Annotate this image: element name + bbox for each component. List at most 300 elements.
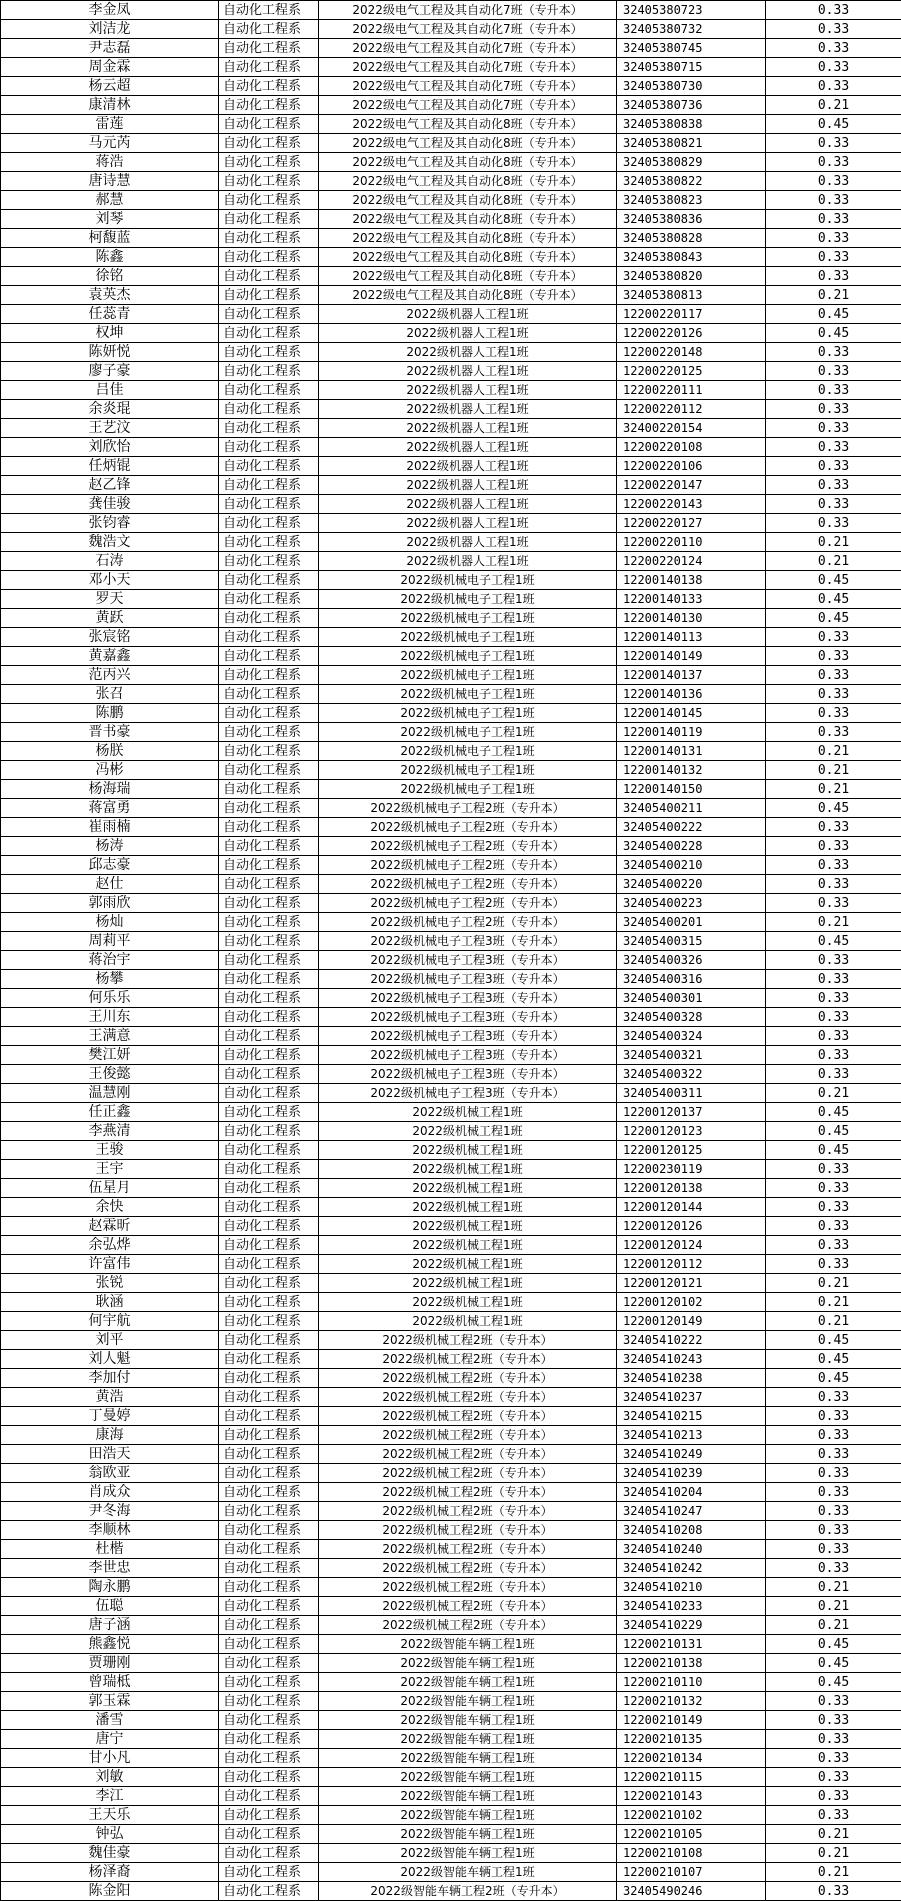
- student-id-cell: 32405410237: [617, 1388, 766, 1407]
- student-name-cell: 伍聪: [1, 1597, 219, 1616]
- score-cell: 0.33: [766, 1711, 901, 1730]
- table-row: [1, 248, 901, 267]
- class-cell: 2022级电气工程及其自动化7班（专升本）: [319, 96, 617, 115]
- department-cell: 自动化工程系: [219, 381, 319, 400]
- table-row: [1, 343, 901, 362]
- student-id-cell: 12200140130: [617, 609, 766, 628]
- table-row: [1, 1673, 901, 1692]
- table-row: [1, 1426, 901, 1445]
- student-name-cell: 何宇航: [1, 1312, 219, 1331]
- student-name-cell: 肖成众: [1, 1483, 219, 1502]
- student-id-cell: 12200140145: [617, 704, 766, 723]
- student-id-cell: 12200140132: [617, 761, 766, 780]
- table-row: [1, 1, 901, 20]
- table-row: [1, 875, 901, 894]
- department-cell: 自动化工程系: [219, 1730, 319, 1749]
- score-cell: 0.33: [766, 1046, 901, 1065]
- score-cell: 0.33: [766, 1540, 901, 1559]
- student-name-cell: 李加付: [1, 1369, 219, 1388]
- score-cell: 0.33: [766, 1426, 901, 1445]
- score-cell: 0.33: [766, 723, 901, 742]
- class-cell: 2022级机械电子工程3班（专升本）: [319, 932, 617, 951]
- table-row: [1, 1654, 901, 1673]
- score-cell: 0.21: [766, 1825, 901, 1844]
- table-row: [1, 1521, 901, 1540]
- student-id-cell: 32405410242: [617, 1559, 766, 1578]
- score-cell: 0.33: [766, 894, 901, 913]
- student-id-cell: 32405410243: [617, 1350, 766, 1369]
- student-name-cell: 赵霖昕: [1, 1217, 219, 1236]
- department-cell: 自动化工程系: [219, 818, 319, 837]
- student-id-cell: 32405380821: [617, 134, 766, 153]
- department-cell: 自动化工程系: [219, 58, 319, 77]
- score-cell: 0.33: [766, 1008, 901, 1027]
- table-row: [1, 818, 901, 837]
- class-cell: 2022级机械电子工程3班（专升本）: [319, 1084, 617, 1103]
- department-cell: 自动化工程系: [219, 609, 319, 628]
- student-id-cell: 32405410222: [617, 1331, 766, 1350]
- student-id-cell: 12200220147: [617, 476, 766, 495]
- class-cell: 2022级机械电子工程3班（专升本）: [319, 1027, 617, 1046]
- score-cell: 0.21: [766, 1597, 901, 1616]
- department-cell: 自动化工程系: [219, 305, 319, 324]
- department-cell: 自动化工程系: [219, 362, 319, 381]
- student-name-cell: 唐子涵: [1, 1616, 219, 1635]
- student-id-cell: 32405400311: [617, 1084, 766, 1103]
- class-cell: 2022级机械工程2班（专升本）: [319, 1445, 617, 1464]
- table-row: [1, 1236, 901, 1255]
- class-cell: 2022级机械电子工程1班: [319, 761, 617, 780]
- score-cell: 0.33: [766, 1730, 901, 1749]
- student-name-cell: 唐诗慧: [1, 172, 219, 191]
- student-id-cell: 32405380843: [617, 248, 766, 267]
- student-name-cell: 任蕊青: [1, 305, 219, 324]
- score-cell: 0.45: [766, 1635, 901, 1654]
- score-cell: 0.21: [766, 913, 901, 932]
- department-cell: 自动化工程系: [219, 1274, 319, 1293]
- table-body: [1, 1, 901, 1901]
- student-name-cell: 余快: [1, 1198, 219, 1217]
- department-cell: 自动化工程系: [219, 1483, 319, 1502]
- department-cell: 自动化工程系: [219, 1464, 319, 1483]
- department-cell: 自动化工程系: [219, 20, 319, 39]
- student-id-cell: 32405400223: [617, 894, 766, 913]
- table-row: [1, 1863, 901, 1882]
- department-cell: 自动化工程系: [219, 970, 319, 989]
- department-cell: 自动化工程系: [219, 1559, 319, 1578]
- department-cell: 自动化工程系: [219, 1198, 319, 1217]
- department-cell: 自动化工程系: [219, 77, 319, 96]
- department-cell: 自动化工程系: [219, 1103, 319, 1122]
- score-cell: 0.45: [766, 1673, 901, 1692]
- class-cell: 2022级机器人工程1班: [319, 514, 617, 533]
- score-cell: 0.45: [766, 1350, 901, 1369]
- student-name-cell: 甘小凡: [1, 1749, 219, 1768]
- score-cell: 0.33: [766, 1787, 901, 1806]
- table-row: [1, 533, 901, 552]
- student-id-cell: 12200220111: [617, 381, 766, 400]
- department-cell: 自动化工程系: [219, 1388, 319, 1407]
- student-name-cell: 晋书豪: [1, 723, 219, 742]
- student-id-cell: 32405380715: [617, 58, 766, 77]
- table-row: [1, 1084, 901, 1103]
- score-cell: 0.33: [766, 419, 901, 438]
- table-row: [1, 305, 901, 324]
- table-row: [1, 1730, 901, 1749]
- student-id-cell: 12200120144: [617, 1198, 766, 1217]
- class-cell: 2022级电气工程及其自动化8班（专升本）: [319, 229, 617, 248]
- student-id-cell: 32405380822: [617, 172, 766, 191]
- table-row: [1, 1711, 901, 1730]
- class-cell: 2022级电气工程及其自动化8班（专升本）: [319, 210, 617, 229]
- class-cell: 2022级电气工程及其自动化7班（专升本）: [319, 58, 617, 77]
- class-cell: 2022级机器人工程1班: [319, 362, 617, 381]
- student-id-cell: 12200210105: [617, 1825, 766, 1844]
- student-name-cell: 雷莲: [1, 115, 219, 134]
- class-cell: 2022级机械工程1班: [319, 1141, 617, 1160]
- department-cell: 自动化工程系: [219, 1578, 319, 1597]
- department-cell: 自动化工程系: [219, 476, 319, 495]
- student-id-cell: 32405380838: [617, 115, 766, 134]
- student-name-cell: 王川东: [1, 1008, 219, 1027]
- department-cell: 自动化工程系: [219, 400, 319, 419]
- student-id-cell: 12200140113: [617, 628, 766, 647]
- score-cell: 0.33: [766, 267, 901, 286]
- student-id-cell: 12200210134: [617, 1749, 766, 1768]
- student-name-cell: 何乐乐: [1, 989, 219, 1008]
- table-row: [1, 1065, 901, 1084]
- student-id-cell: 32405380820: [617, 267, 766, 286]
- table-row: [1, 20, 901, 39]
- table-row: [1, 647, 901, 666]
- department-cell: 自动化工程系: [219, 229, 319, 248]
- class-cell: 2022级智能车辆工程1班: [319, 1673, 617, 1692]
- table-row: [1, 1578, 901, 1597]
- student-id-cell: 12200220117: [617, 305, 766, 324]
- table-row: [1, 1274, 901, 1293]
- student-name-cell: 刘琴: [1, 210, 219, 229]
- department-cell: 自动化工程系: [219, 514, 319, 533]
- student-name-cell: 郭玉霖: [1, 1692, 219, 1711]
- table-row: [1, 1122, 901, 1141]
- student-id-cell: 32405400228: [617, 837, 766, 856]
- student-name-cell: 徐铭: [1, 267, 219, 286]
- table-row: [1, 780, 901, 799]
- student-name-cell: 袁英杰: [1, 286, 219, 305]
- student-name-cell: 蒋治宇: [1, 951, 219, 970]
- student-id-cell: 12200220126: [617, 324, 766, 343]
- class-cell: 2022级机械工程1班: [319, 1293, 617, 1312]
- table-row: [1, 419, 901, 438]
- class-cell: 2022级机器人工程1班: [319, 305, 617, 324]
- student-id-cell: 32405400321: [617, 1046, 766, 1065]
- class-cell: 2022级机器人工程1班: [319, 533, 617, 552]
- class-cell: 2022级电气工程及其自动化8班（专升本）: [319, 248, 617, 267]
- class-cell: 2022级机械电子工程1班: [319, 647, 617, 666]
- class-cell: 2022级机器人工程1班: [319, 495, 617, 514]
- department-cell: 自动化工程系: [219, 1312, 319, 1331]
- department-cell: 自动化工程系: [219, 590, 319, 609]
- student-name-cell: 耿涵: [1, 1293, 219, 1312]
- student-name-cell: 吕佳: [1, 381, 219, 400]
- student-name-cell: 许富伟: [1, 1255, 219, 1274]
- table-row: [1, 1483, 901, 1502]
- score-cell: 0.33: [766, 1236, 901, 1255]
- student-id-cell: 12200210135: [617, 1730, 766, 1749]
- student-name-cell: 潘雪: [1, 1711, 219, 1730]
- table-row: [1, 571, 901, 590]
- table-row: [1, 856, 901, 875]
- department-cell: 自动化工程系: [219, 1692, 319, 1711]
- department-cell: 自动化工程系: [219, 628, 319, 647]
- class-cell: 2022级机械电子工程1班: [319, 742, 617, 761]
- table-row: [1, 552, 901, 571]
- student-name-cell: 蒋浩: [1, 153, 219, 172]
- class-cell: 2022级机械电子工程1班: [319, 571, 617, 590]
- class-cell: 2022级机械工程2班（专升本）: [319, 1388, 617, 1407]
- department-cell: 自动化工程系: [219, 1654, 319, 1673]
- department-cell: 自动化工程系: [219, 153, 319, 172]
- department-cell: 自动化工程系: [219, 1122, 319, 1141]
- student-id-cell: 12200210143: [617, 1787, 766, 1806]
- table-row: [1, 970, 901, 989]
- class-cell: 2022级智能车辆工程1班: [319, 1825, 617, 1844]
- student-id-cell: 32405400324: [617, 1027, 766, 1046]
- class-cell: 2022级智能车辆工程1班: [319, 1806, 617, 1825]
- student-name-cell: 温慧刚: [1, 1084, 219, 1103]
- table-row: [1, 1217, 901, 1236]
- table-row: [1, 362, 901, 381]
- table-row: [1, 1350, 901, 1369]
- student-name-cell: 丁曼婷: [1, 1407, 219, 1426]
- table-row: [1, 1825, 901, 1844]
- student-id-cell: 12200210108: [617, 1844, 766, 1863]
- score-cell: 0.33: [766, 191, 901, 210]
- student-id-cell: 12200140149: [617, 647, 766, 666]
- student-name-cell: 崔雨楠: [1, 818, 219, 837]
- class-cell: 2022级机械电子工程2班（专升本）: [319, 799, 617, 818]
- class-cell: 2022级机器人工程1班: [319, 457, 617, 476]
- score-cell: 0.33: [766, 1179, 901, 1198]
- student-name-cell: 王宇: [1, 1160, 219, 1179]
- table-row: [1, 1331, 901, 1350]
- class-cell: 2022级机械电子工程3班（专升本）: [319, 1046, 617, 1065]
- table-row: [1, 267, 901, 286]
- student-id-cell: 12200220112: [617, 400, 766, 419]
- student-id-cell: 32405380813: [617, 286, 766, 305]
- table-row: [1, 457, 901, 476]
- student-id-cell: 32405400201: [617, 913, 766, 932]
- student-name-cell: 贾珊刚: [1, 1654, 219, 1673]
- table-row: [1, 153, 901, 172]
- class-cell: 2022级机械工程2班（专升本）: [319, 1369, 617, 1388]
- student-id-cell: 32405490246: [617, 1882, 766, 1901]
- score-cell: 0.33: [766, 229, 901, 248]
- student-id-cell: 32405400315: [617, 932, 766, 951]
- class-cell: 2022级机器人工程1班: [319, 381, 617, 400]
- department-cell: 自动化工程系: [219, 1445, 319, 1464]
- student-name-cell: 杨云超: [1, 77, 219, 96]
- class-cell: 2022级机器人工程1班: [319, 343, 617, 362]
- department-cell: 自动化工程系: [219, 1369, 319, 1388]
- student-name-cell: 任正鑫: [1, 1103, 219, 1122]
- class-cell: 2022级机械电子工程2班（专升本）: [319, 913, 617, 932]
- student-id-cell: 12200120102: [617, 1293, 766, 1312]
- score-cell: 0.33: [766, 1806, 901, 1825]
- class-cell: 2022级机械电子工程3班（专升本）: [319, 989, 617, 1008]
- department-cell: 自动化工程系: [219, 1179, 319, 1198]
- department-cell: 自动化工程系: [219, 1331, 319, 1350]
- score-cell: 0.33: [766, 457, 901, 476]
- class-cell: 2022级机械电子工程2班（专升本）: [319, 875, 617, 894]
- score-cell: 0.33: [766, 1255, 901, 1274]
- table-row: [1, 1407, 901, 1426]
- score-cell: 0.45: [766, 1654, 901, 1673]
- department-cell: 自动化工程系: [219, 210, 319, 229]
- score-cell: 0.33: [766, 134, 901, 153]
- department-cell: 自动化工程系: [219, 1768, 319, 1787]
- department-cell: 自动化工程系: [219, 704, 319, 723]
- score-cell: 0.33: [766, 248, 901, 267]
- score-cell: 0.33: [766, 210, 901, 229]
- student-name-cell: 王满意: [1, 1027, 219, 1046]
- table-row: [1, 1768, 901, 1787]
- department-cell: 自动化工程系: [219, 533, 319, 552]
- score-cell: 0.33: [766, 381, 901, 400]
- class-cell: 2022级机械工程1班: [319, 1179, 617, 1198]
- department-cell: 自动化工程系: [219, 286, 319, 305]
- class-cell: 2022级智能车辆工程1班: [319, 1692, 617, 1711]
- class-cell: 2022级电气工程及其自动化8班（专升本）: [319, 153, 617, 172]
- class-cell: 2022级机器人工程1班: [319, 400, 617, 419]
- student-id-cell: 32405410215: [617, 1407, 766, 1426]
- score-cell: 0.33: [766, 1027, 901, 1046]
- score-cell: 0.33: [766, 20, 901, 39]
- student-id-cell: 32405380745: [617, 39, 766, 58]
- student-name-cell: 杨涛: [1, 837, 219, 856]
- class-cell: 2022级机器人工程1班: [319, 552, 617, 571]
- department-cell: 自动化工程系: [219, 1046, 319, 1065]
- student-name-cell: 魏浩文: [1, 533, 219, 552]
- score-cell: 0.21: [766, 1274, 901, 1293]
- table-row: [1, 381, 901, 400]
- class-cell: 2022级机械工程1班: [319, 1103, 617, 1122]
- class-cell: 2022级智能车辆工程1班: [319, 1654, 617, 1673]
- score-cell: 0.33: [766, 476, 901, 495]
- class-cell: 2022级机器人工程1班: [319, 438, 617, 457]
- student-name-cell: 余炎琨: [1, 400, 219, 419]
- score-cell: 0.21: [766, 96, 901, 115]
- class-cell: 2022级机械工程1班: [319, 1274, 617, 1293]
- score-cell: 0.21: [766, 1293, 901, 1312]
- table-row: [1, 39, 901, 58]
- score-cell: 0.33: [766, 1882, 901, 1901]
- student-id-cell: 32405400316: [617, 970, 766, 989]
- class-cell: 2022级机械工程2班（专升本）: [319, 1597, 617, 1616]
- class-cell: 2022级机器人工程1班: [319, 324, 617, 343]
- score-cell: 0.33: [766, 1198, 901, 1217]
- department-cell: 自动化工程系: [219, 951, 319, 970]
- table-row: [1, 495, 901, 514]
- department-cell: 自动化工程系: [219, 191, 319, 210]
- student-id-cell: 12200210131: [617, 1635, 766, 1654]
- student-name-cell: 邱志豪: [1, 856, 219, 875]
- score-cell: 0.45: [766, 1369, 901, 1388]
- class-cell: 2022级智能车辆工程1班: [319, 1730, 617, 1749]
- table-row: [1, 1464, 901, 1483]
- score-cell: 0.45: [766, 324, 901, 343]
- department-cell: 自动化工程系: [219, 495, 319, 514]
- department-cell: 自动化工程系: [219, 1255, 319, 1274]
- student-id-cell: 12200220108: [617, 438, 766, 457]
- class-cell: 2022级电气工程及其自动化8班（专升本）: [319, 115, 617, 134]
- student-name-cell: 杜楷: [1, 1540, 219, 1559]
- student-id-cell: 12200210132: [617, 1692, 766, 1711]
- department-cell: 自动化工程系: [219, 685, 319, 704]
- student-name-cell: 权坤: [1, 324, 219, 343]
- student-id-cell: 32405380732: [617, 20, 766, 39]
- student-name-cell: 任炳锟: [1, 457, 219, 476]
- table-row: [1, 1540, 901, 1559]
- student-id-cell: 32405410239: [617, 1464, 766, 1483]
- score-cell: 0.33: [766, 1749, 901, 1768]
- department-cell: 自动化工程系: [219, 1350, 319, 1369]
- department-cell: 自动化工程系: [219, 1635, 319, 1654]
- table-row: [1, 704, 901, 723]
- department-cell: 自动化工程系: [219, 248, 319, 267]
- student-name-cell: 李世忠: [1, 1559, 219, 1578]
- department-cell: 自动化工程系: [219, 1236, 319, 1255]
- class-cell: 2022级机械电子工程1班: [319, 780, 617, 799]
- student-name-cell: 郭雨欣: [1, 894, 219, 913]
- department-cell: 自动化工程系: [219, 1787, 319, 1806]
- class-cell: 2022级机械电子工程1班: [319, 628, 617, 647]
- score-cell: 0.33: [766, 970, 901, 989]
- department-cell: 自动化工程系: [219, 457, 319, 476]
- score-cell: 0.21: [766, 552, 901, 571]
- table-row: [1, 1255, 901, 1274]
- table-row: [1, 590, 901, 609]
- score-cell: 0.33: [766, 628, 901, 647]
- student-name-cell: 张钧睿: [1, 514, 219, 533]
- department-cell: 自动化工程系: [219, 1065, 319, 1084]
- table-row: [1, 1502, 901, 1521]
- department-cell: 自动化工程系: [219, 799, 319, 818]
- score-cell: 0.33: [766, 1768, 901, 1787]
- score-cell: 0.33: [766, 1065, 901, 1084]
- score-cell: 0.33: [766, 685, 901, 704]
- table-row: [1, 1559, 901, 1578]
- student-name-cell: 张召: [1, 685, 219, 704]
- student-name-cell: 刘人魁: [1, 1350, 219, 1369]
- student-name-cell: 田浩天: [1, 1445, 219, 1464]
- department-cell: 自动化工程系: [219, 1, 319, 20]
- student-name-cell: 刘敏: [1, 1768, 219, 1787]
- score-cell: 0.33: [766, 1692, 901, 1711]
- table-row: [1, 666, 901, 685]
- student-name-cell: 钟弘: [1, 1825, 219, 1844]
- class-cell: 2022级机械电子工程2班（专升本）: [319, 837, 617, 856]
- student-name-cell: 赵乙锋: [1, 476, 219, 495]
- student-id-cell: 32405380829: [617, 153, 766, 172]
- class-cell: 2022级机械工程2班（专升本）: [319, 1483, 617, 1502]
- department-cell: 自动化工程系: [219, 1616, 319, 1635]
- student-id-cell: 32405410229: [617, 1616, 766, 1635]
- score-cell: 0.45: [766, 1331, 901, 1350]
- score-cell: 0.33: [766, 704, 901, 723]
- class-cell: 2022级电气工程及其自动化8班（专升本）: [319, 172, 617, 191]
- student-name-cell: 王天乐: [1, 1806, 219, 1825]
